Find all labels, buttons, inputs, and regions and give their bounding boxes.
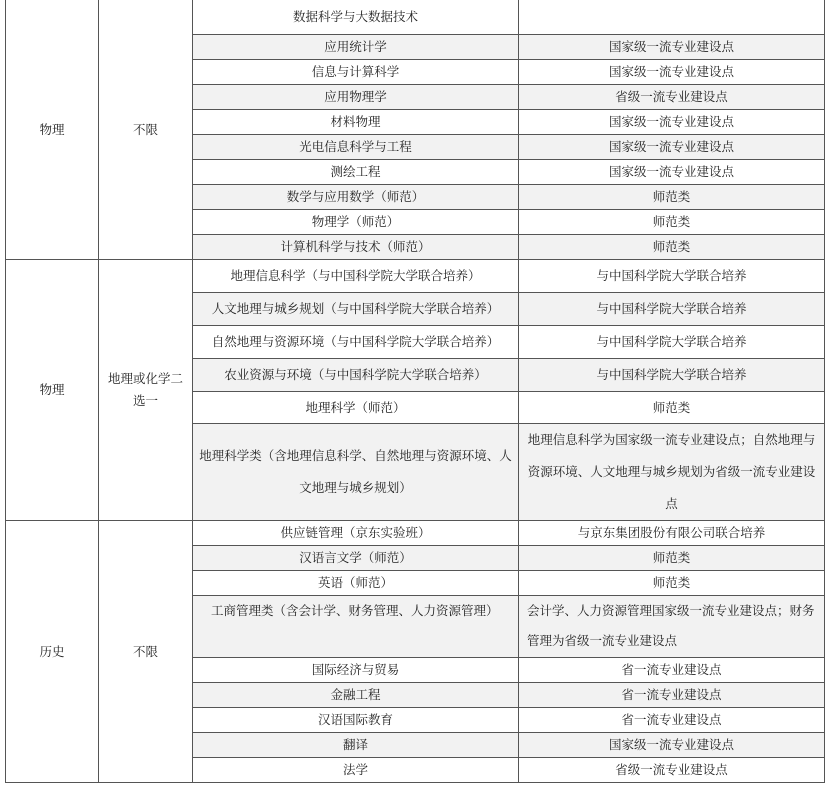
major-note-cell: 省一流专业建设点: [519, 683, 825, 708]
requirement-cell: 不限: [99, 0, 193, 260]
major-name-cell: 信息与计算科学: [193, 60, 519, 85]
major-note-cell: [519, 0, 825, 35]
major-note-cell: 省级一流专业建设点: [519, 85, 825, 110]
major-note-cell: 师范类: [519, 392, 825, 424]
major-note-cell: 省一流专业建设点: [519, 658, 825, 683]
major-note-cell: 与中国科学院大学联合培养: [519, 260, 825, 293]
requirement-cell: 不限: [99, 521, 193, 783]
major-note-cell: 国家级一流专业建设点: [519, 35, 825, 60]
major-name-cell: 工商管理类（含会计学、财务管理、人力资源管理）: [193, 596, 519, 658]
major-note-cell: 与京东集团股份有限公司联合培养: [519, 521, 825, 546]
major-note-cell: 师范类: [519, 185, 825, 210]
major-name-cell: 自然地理与资源环境（与中国科学院大学联合培养）: [193, 326, 519, 359]
major-name-cell: 金融工程: [193, 683, 519, 708]
table-row: [6, 521, 825, 546]
major-name-cell: 汉语言文学（师范）: [193, 546, 519, 571]
major-note-cell: 与中国科学院大学联合培养: [519, 326, 825, 359]
major-note-cell: 与中国科学院大学联合培养: [519, 293, 825, 326]
major-name-cell: 国际经济与贸易: [193, 658, 519, 683]
major-note-cell: 师范类: [519, 546, 825, 571]
major-name-cell: 农业资源与环境（与中国科学院大学联合培养）: [193, 359, 519, 392]
table-row: [6, 260, 825, 293]
major-note-cell: 国家级一流专业建设点: [519, 110, 825, 135]
table-row: [6, 0, 825, 35]
major-note-cell: 与中国科学院大学联合培养: [519, 359, 825, 392]
major-name-cell: 光电信息科学与工程: [193, 135, 519, 160]
requirement-cell: 地理或化学二选一: [99, 260, 193, 521]
major-name-cell: 地理信息科学（与中国科学院大学联合培养）: [193, 260, 519, 293]
major-name-cell: 翻译: [193, 733, 519, 758]
major-name-cell: 应用统计学: [193, 35, 519, 60]
major-name-cell: 材料物理: [193, 110, 519, 135]
major-note-cell: 省级一流专业建设点: [519, 758, 825, 783]
major-note-cell: 国家级一流专业建设点: [519, 60, 825, 85]
major-name-cell: 物理学（师范）: [193, 210, 519, 235]
major-name-cell: 计算机科学与技术（师范）: [193, 235, 519, 260]
major-name-cell: 英语（师范）: [193, 571, 519, 596]
major-name-cell: 数据科学与大数据技术: [193, 0, 519, 35]
major-name-cell: 应用物理学: [193, 85, 519, 110]
major-note-cell: 地理信息科学为国家级一流专业建设点；自然地理与资源环境、人文地理与城乡规划为省级一流专业建设点: [519, 424, 825, 521]
major-name-cell: 法学: [193, 758, 519, 783]
major-name-cell: 地理科学（师范）: [193, 392, 519, 424]
subject-cell: 历史: [6, 521, 99, 783]
major-note-cell: 会计学、人力资源管理国家级一流专业建设点；财务管理为省级一流专业建设点: [519, 596, 825, 658]
major-name-cell: 供应链管理（京东实验班）: [193, 521, 519, 546]
major-note-cell: 国家级一流专业建设点: [519, 135, 825, 160]
major-name-cell: 测绘工程: [193, 160, 519, 185]
major-table: [5, 0, 825, 783]
major-note-cell: 国家级一流专业建设点: [519, 733, 825, 758]
subject-cell: 物理: [6, 260, 99, 521]
major-name-cell: 人文地理与城乡规划（与中国科学院大学联合培养）: [193, 293, 519, 326]
major-note-cell: 国家级一流专业建设点: [519, 160, 825, 185]
major-note-cell: 师范类: [519, 210, 825, 235]
major-name-cell: 数学与应用数学（师范）: [193, 185, 519, 210]
major-name-cell: 汉语国际教育: [193, 708, 519, 733]
table-body: [6, 0, 825, 783]
major-name-cell: 地理科学类（含地理信息科学、自然地理与资源环境、人文地理与城乡规划）: [193, 424, 519, 521]
major-note-cell: 师范类: [519, 571, 825, 596]
major-note-cell: 师范类: [519, 235, 825, 260]
major-note-cell: 省一流专业建设点: [519, 708, 825, 733]
subject-cell: 物理: [6, 0, 99, 260]
